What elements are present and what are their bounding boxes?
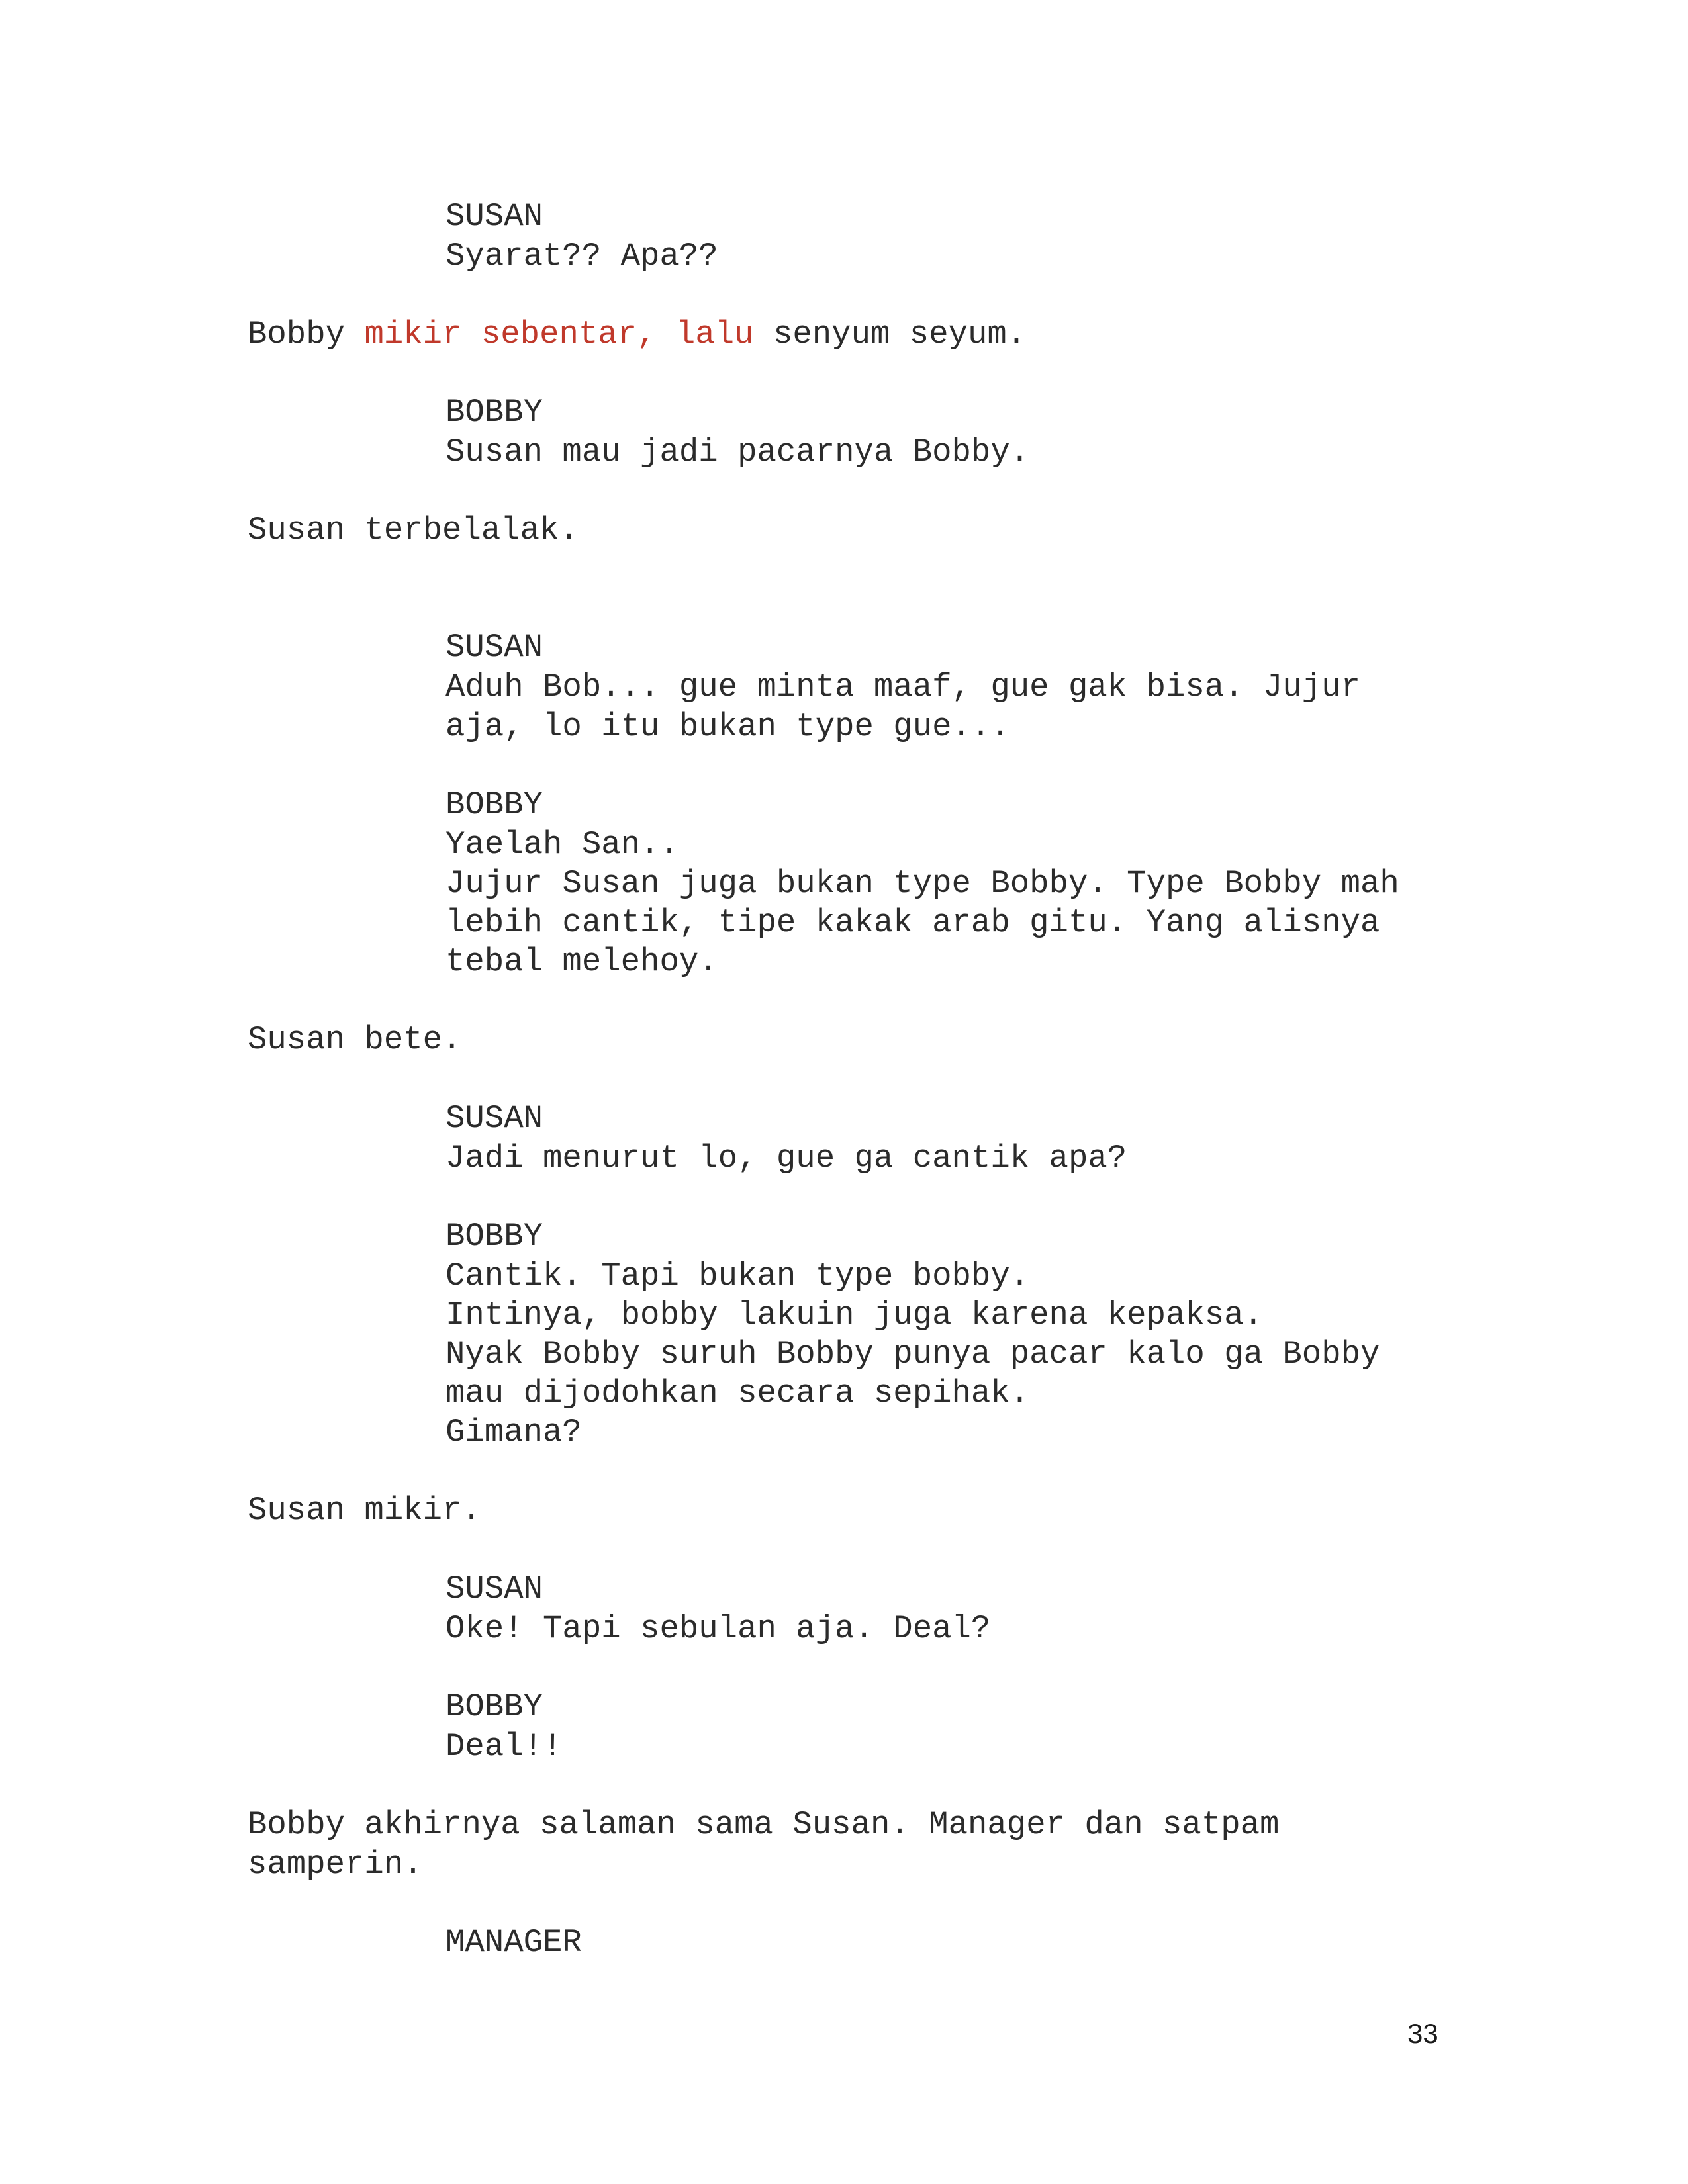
- dialogue-line: Deal!!: [445, 1728, 563, 1765]
- action-text: Bobby: [248, 316, 365, 353]
- action-line: Susan terbelalak.: [248, 512, 579, 549]
- character-name: SUSAN: [445, 1570, 543, 1608]
- character-name: SUSAN: [445, 629, 543, 666]
- character-name: SUSAN: [445, 198, 543, 235]
- dialogue-line: aja, lo itu bukan type gue...: [445, 708, 1010, 745]
- action-line: Susan bete.: [248, 1021, 462, 1058]
- character-name: BOBBY: [445, 1688, 543, 1725]
- dialogue-line: Oke! Tapi sebulan aja. Deal?: [445, 1610, 991, 1647]
- dialogue-line: Jadi menurut lo, gue ga cantik apa?: [445, 1140, 1127, 1177]
- dialogue-line: Yaelah San..: [445, 826, 679, 863]
- dialogue-line: Gimana?: [445, 1414, 582, 1451]
- dialogue-line: Cantik. Tapi bukan type bobby.: [445, 1257, 1030, 1295]
- character-name: MANAGER: [445, 1924, 582, 1961]
- highlighted-action-text: mikir sebentar, lalu: [364, 316, 754, 353]
- dialogue-line: Aduh Bob... gue minta maaf, gue gak bisa. Jujur: [445, 668, 1361, 705]
- dialogue-line: Intinya, bobby lakuin juga karena kepaksa.: [445, 1297, 1264, 1334]
- action-line: [248, 314, 1026, 354]
- dialogue-line: lebih cantik, tipe kakak arab gitu. Yang alisnya: [445, 904, 1380, 941]
- dialogue-line: Nyak Bobby suruh Bobby punya pacar kalo ga Bobby: [445, 1336, 1380, 1373]
- action-text: senyum seyum.: [753, 316, 1027, 353]
- action-line: Susan mikir.: [248, 1492, 481, 1529]
- dialogue-line: mau dijodohkan secara sepihak.: [445, 1375, 1030, 1412]
- dialogue-line: Jujur Susan juga bukan type Bobby. Type Bobby mah: [445, 865, 1399, 902]
- action-line: Bobby akhirnya salaman sama Susan. Manager dan satpam: [248, 1806, 1280, 1843]
- character-name: BOBBY: [445, 786, 543, 823]
- dialogue-line: Syarat?? Apa??: [445, 238, 718, 275]
- dialogue-line: Susan mau jadi pacarnya Bobby.: [445, 433, 1030, 471]
- action-line: samperin.: [248, 1846, 423, 1883]
- character-name: BOBBY: [445, 394, 543, 431]
- dialogue-line: tebal melehoy.: [445, 943, 718, 980]
- character-name: BOBBY: [445, 1218, 543, 1255]
- character-name: SUSAN: [445, 1100, 543, 1137]
- page-number: 33: [1407, 2018, 1438, 2049]
